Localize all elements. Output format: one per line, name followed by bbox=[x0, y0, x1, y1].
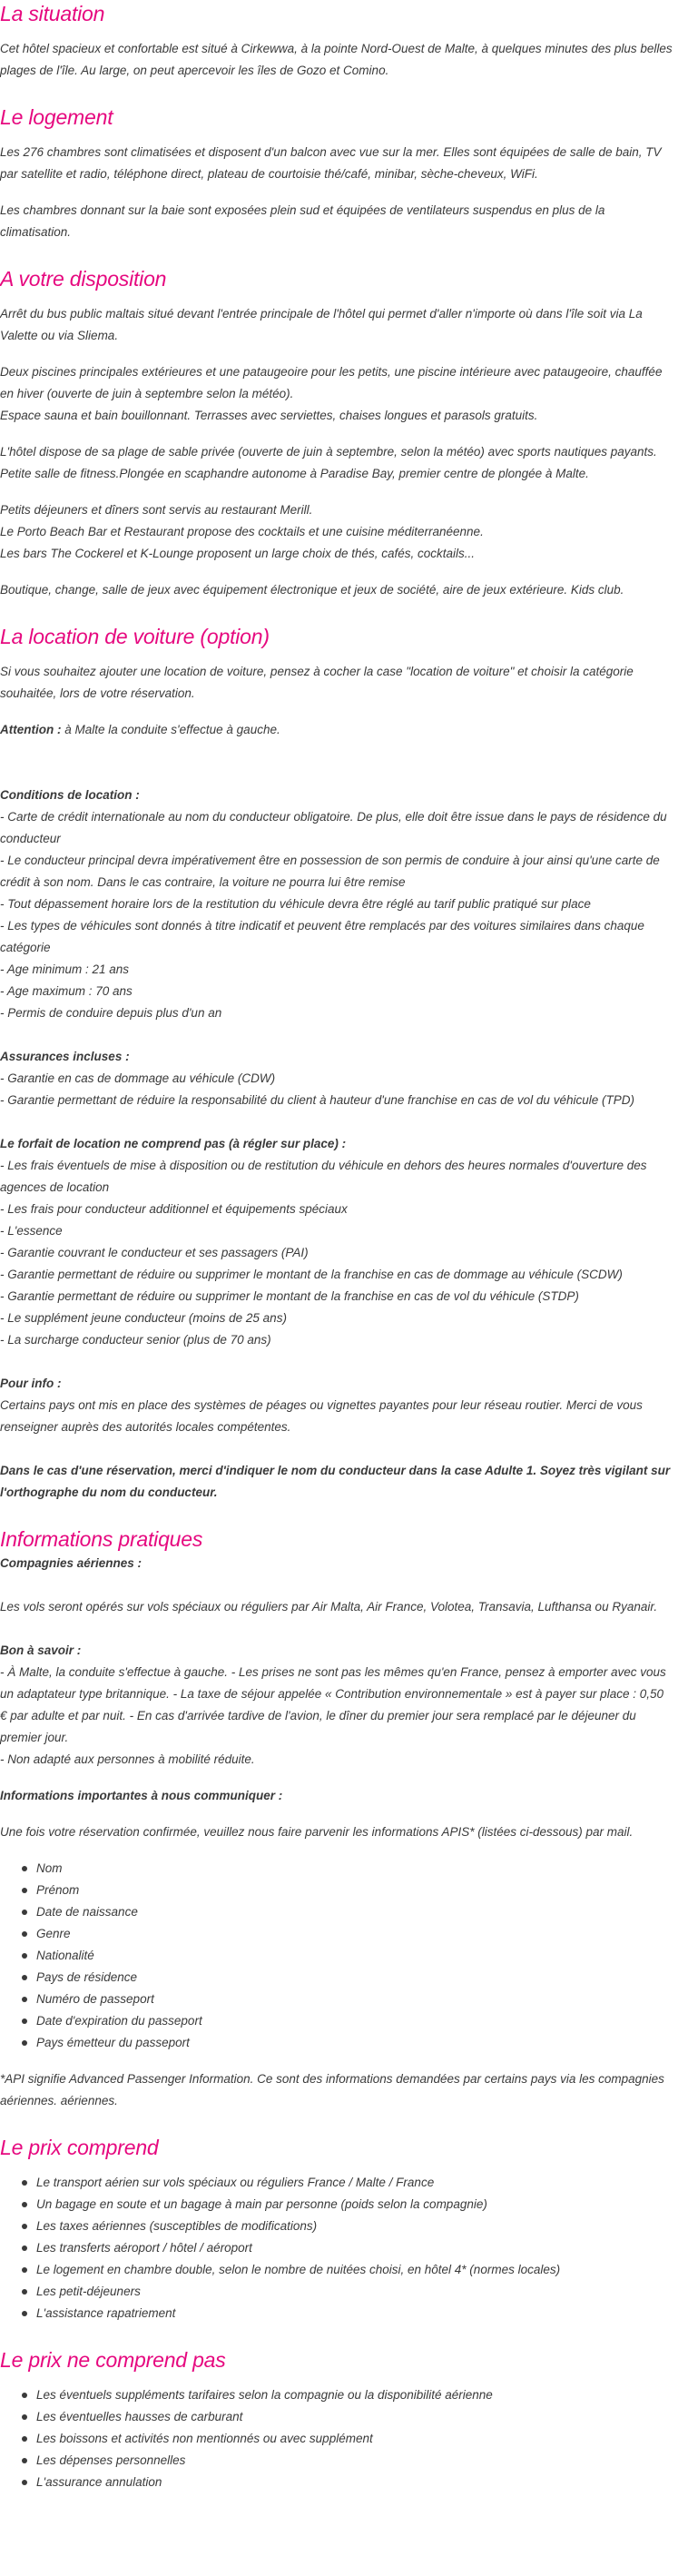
list-item: Date de naissance bbox=[36, 1901, 673, 1923]
list-item: L'assistance rapatriement bbox=[36, 2303, 673, 2324]
driver-name-note: Dans le cas d'une réservation, merci d'indiquer le nom du conducteur dans la case Adulte 1. Soyez très vigilant sur l'orthographe du nom du conducteur. bbox=[0, 1464, 671, 1499]
list-item: L'assurance annulation bbox=[36, 2472, 673, 2493]
list-item: Les dépenses personnelles bbox=[36, 2450, 673, 2472]
savoir-text: - À Malte, la conduite s'effectue à gauche. - Les prises ne sont pas les mêmes qu'en France, pensez à emporter avec vous un adaptateur type britannique. - La taxe de séjour appelée « Contribution environnementale » est à payer sur place : 0,50 € par adulte et par nuit. - En cas d'arrivée tardive de l'avion, le dîner du premier jour sera remplacé par le déjeuner du premier jour. bbox=[0, 1665, 666, 1744]
forfait-item: - Garantie permettant de réduire ou supprimer le montant de la franchise en cas de dommage au véhicule (SCDW) bbox=[0, 1268, 623, 1281]
disposition-restaurant-text: Petits déjeuners et dîners sont servis au restaurant Merill. bbox=[0, 503, 313, 517]
assurances-item: - Garantie en cas de dommage au véhicule (CDW) bbox=[0, 1071, 276, 1085]
situation-section bbox=[0, 0, 673, 82]
situation-text: Cet hôtel spacieux et confortable est situé à Cirkewwa, à la pointe Nord-Ouest de Malte, à quelques minutes des plus belles plages de l'île. Au large, on peut apercevoir les îles de Gozo et Comino. bbox=[0, 42, 673, 77]
disposition-sauna-text: Espace sauna et bain bouillonnant. Terrasses avec serviettes, chaises longues et parasols gratuits. bbox=[0, 409, 538, 422]
apis-list bbox=[0, 1858, 673, 2054]
ne-comprend-section bbox=[0, 2346, 673, 2493]
conditions-item: - Le conducteur principal devra impérativement être en possession de son permis de conduire à jour ainsi qu'une carte de crédit à son nom. Dans le cas contraire, la voiture ne pourra lui être remise bbox=[0, 854, 660, 889]
forfait-item: - Les frais pour conducteur additionnel et équipements spéciaux bbox=[0, 1202, 348, 1216]
list-item: Le logement en chambre double, selon le nombre de nuitées choisi, en hôtel 4* (normes locales) bbox=[36, 2259, 673, 2281]
disposition-paragraph-dining bbox=[0, 499, 673, 565]
list-item: Nationalité bbox=[36, 1945, 673, 1967]
list-item: Les éventuels suppléments tarifaires selon la compagnie ou la disponibilité aérienne bbox=[36, 2384, 673, 2406]
assurances-title: Assurances incluses : bbox=[0, 1050, 130, 1063]
logement-paragraph-2: Les chambres donnant sur la baie sont exposées plein sud et équipées de ventilateurs suspendus en plus de la climatisation. bbox=[0, 203, 605, 239]
attention-label: Attention : bbox=[0, 723, 62, 736]
forfait-item: - La surcharge conducteur senior (plus de 70 ans) bbox=[0, 1333, 271, 1347]
disposition-beach-bar-text: Le Porto Beach Bar et Restaurant propose des cocktails et une cuisine méditerranéenne. bbox=[0, 525, 484, 538]
situation-title: La situation bbox=[0, 2, 105, 25]
importantes-title: Informations importantes à nous communiquer : bbox=[0, 1789, 283, 1802]
list-item: Pays de résidence bbox=[36, 1967, 673, 1989]
forfait-list bbox=[0, 1155, 673, 1351]
list-item: Nom bbox=[36, 1858, 673, 1880]
logement-paragraph-1: Les 276 chambres sont climatisées et disposent d'un balcon avec vue sur la mer. Elles sont équipées de salle de bain, TV par satellite et radio, téléphone direct, plateau de courtoisie thé/café, minibar, sèche-cheveux, WiFi. bbox=[0, 145, 662, 181]
conditions-item: - Tout dépassement horaire lors de la restitution du véhicule devra être réglé au tarif public pratiqué sur place bbox=[0, 897, 591, 911]
forfait-item: - L'essence bbox=[0, 1224, 63, 1238]
forfait-item: - Garantie couvrant le conducteur et ses passagers (PAI) bbox=[0, 1246, 309, 1259]
forfait-item: - Le supplément jeune conducteur (moins de 25 ans) bbox=[0, 1311, 287, 1325]
list-item: Les éventuelles hausses de carburant bbox=[36, 2406, 673, 2428]
list-item: Les boissons et activités non mentionnés ou avec supplément bbox=[36, 2428, 673, 2450]
conditions-title: Conditions de location : bbox=[0, 788, 140, 802]
logement-title: Le logement bbox=[0, 105, 113, 129]
apis-note: *API signifie Advanced Passenger Information. Ce sont des informations demandées par certains pays via les compagnies aériennes. aériennes. bbox=[0, 2072, 664, 2107]
pratiques-title: Informations pratiques bbox=[0, 1527, 203, 1551]
disposition-beach-text: L'hôtel dispose de sa plage de sable privée (ouverte de juin à septembre, selon la météo) avec sports nautiques payants. bbox=[0, 445, 657, 459]
disposition-section bbox=[0, 265, 673, 601]
ne-comprend-list bbox=[0, 2384, 673, 2493]
conditions-item: - Carte de crédit internationale au nom du conducteur obligatoire. De plus, elle doit être issue dans le pays de résidence du conducteur bbox=[0, 810, 667, 845]
ne-comprend-title: Le prix ne comprend pas bbox=[0, 2348, 226, 2372]
forfait-item: - Les frais éventuels de mise à disposition ou de restitution du véhicule en dehors des heures normales d'ouverture des agences de location bbox=[0, 1159, 647, 1194]
conditions-list bbox=[0, 806, 673, 1024]
list-item: Prénom bbox=[36, 1880, 673, 1901]
savoir-text-mobility: - Non adapté aux personnes à mobilité réduite. bbox=[0, 1752, 255, 1766]
location-title: La location de voiture (option) bbox=[0, 625, 270, 648]
conditions-item: - Age maximum : 70 ans bbox=[0, 984, 133, 998]
compagnies-text: Les vols seront opérés sur vols spéciaux ou réguliers par Air Malta, Air France, Volotea, Transavia, Lufthansa ou Ryanair. bbox=[0, 1600, 658, 1614]
compagnies-title: Compagnies aériennes : bbox=[0, 1556, 143, 1570]
comprend-title: Le prix comprend bbox=[0, 2136, 159, 2159]
disposition-fitness-text: Petite salle de fitness.Plongée en scaphandre autonome à Paradise Bay, premier centre de plongée à Malte. bbox=[0, 467, 589, 480]
list-item: Les transferts aéroport / hôtel / aéroport bbox=[36, 2237, 673, 2259]
disposition-bars-text: Les bars The Cockerel et K-Lounge proposent un large choix de thés, cafés, cocktails... bbox=[0, 547, 476, 560]
assurances-list bbox=[0, 1068, 673, 1111]
forfait-item: - Garantie permettant de réduire ou supprimer le montant de la franchise en cas de vol du véhicule (STDP) bbox=[0, 1289, 579, 1303]
list-item: Le transport aérien sur vols spéciaux ou réguliers France / Malte / France bbox=[36, 2172, 673, 2194]
importantes-text: Une fois votre réservation confirmée, veuillez nous faire parvenir les informations APIS* (listées ci-dessous) par mail. bbox=[0, 1825, 634, 1839]
comprend-section bbox=[0, 2134, 673, 2324]
conditions-item: - Permis de conduire depuis plus d'un an bbox=[0, 1006, 222, 1020]
list-item: Genre bbox=[36, 1923, 673, 1945]
assurances-item: - Garantie permettant de réduire la responsabilité du client à hauteur d'une franchise en cas de vol du véhicule (TPD) bbox=[0, 1093, 634, 1107]
disposition-title: A votre disposition bbox=[0, 267, 167, 291]
disposition-paragraph-beach bbox=[0, 441, 673, 485]
location-section bbox=[0, 623, 673, 1504]
list-item: Date d'expiration du passeport bbox=[36, 2010, 673, 2032]
disposition-paragraph-pools bbox=[0, 361, 673, 427]
logement-section bbox=[0, 104, 673, 243]
attention-text: à Malte la conduite s'effectue à gauche. bbox=[61, 723, 280, 736]
forfait-title: Le forfait de location ne comprend pas (à régler sur place) : bbox=[0, 1137, 347, 1150]
pratiques-section bbox=[0, 1525, 673, 2112]
conditions-item: - Les types de véhicules sont donnés à titre indicatif et peuvent être remplacés par des voitures similaires dans chaque catégorie bbox=[0, 919, 644, 954]
disposition-paragraph-boutique: Boutique, change, salle de jeux avec équipement électronique et jeux de société, aire de jeux extérieure. Kids club. bbox=[0, 583, 624, 597]
list-item: Les petit-déjeuners bbox=[36, 2281, 673, 2303]
location-intro: Si vous souhaitez ajouter une location de voiture, pensez à cocher la case "location de voiture" et choisir la catégorie souhaitée, lors de votre réservation. bbox=[0, 665, 634, 700]
conditions-item: - Age minimum : 21 ans bbox=[0, 962, 130, 976]
list-item: Pays émetteur du passeport bbox=[36, 2032, 673, 2054]
savoir-title: Bon à savoir : bbox=[0, 1643, 82, 1657]
list-item: Numéro de passeport bbox=[36, 1989, 673, 2010]
list-item: Les taxes aériennes (susceptibles de modifications) bbox=[36, 2216, 673, 2237]
comprend-list bbox=[0, 2172, 673, 2324]
location-attention bbox=[0, 719, 673, 741]
disposition-pools-text: Deux piscines principales extérieures et une pataugeoire pour les petits, une piscine intérieure avec pataugeoire, chauffée en hiver (ouverte de juin à septembre selon la météo). bbox=[0, 365, 663, 400]
list-item: Un bagage en soute et un bagage à main par personne (poids selon la compagnie) bbox=[36, 2194, 673, 2216]
info-title: Pour info : bbox=[0, 1377, 62, 1390]
disposition-paragraph-bus: Arrêt du bus public maltais situé devant l'entrée principale de l'hôtel qui permet d'aller n'importe où dans l'île soit via La Valette ou via Sliema. bbox=[0, 307, 643, 342]
info-text: Certains pays ont mis en place des systèmes de péages ou vignettes payantes pour leur réseau routier. Merci de vous renseigner auprès des autorités locales compétentes. bbox=[0, 1398, 643, 1434]
